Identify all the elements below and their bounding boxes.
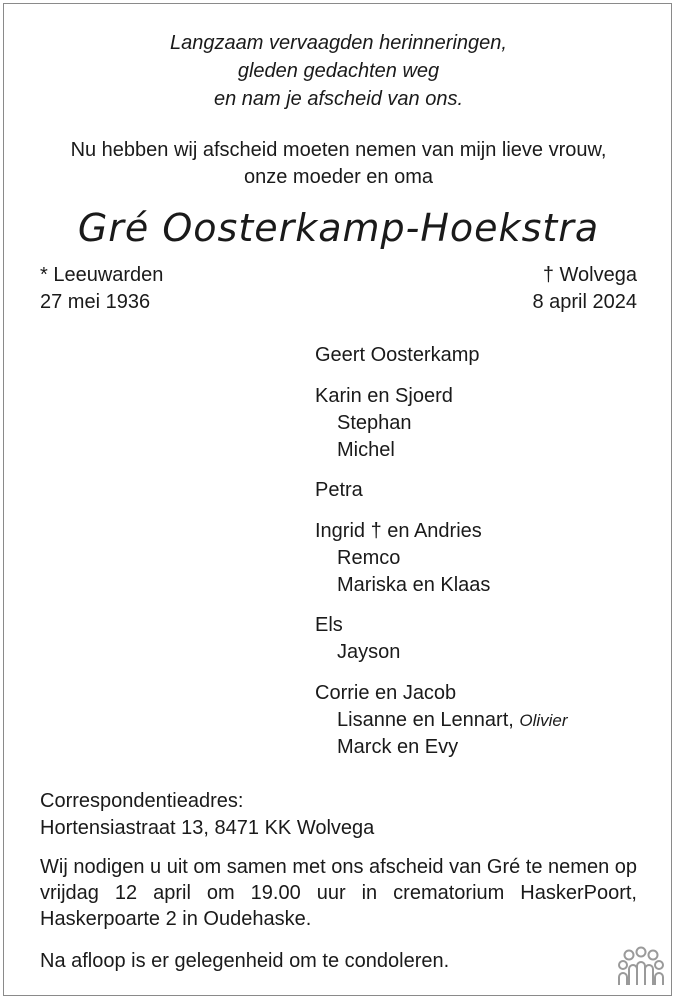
death-date: 8 april 2024 xyxy=(532,291,637,313)
correspondence-label: Correspondentieadres: xyxy=(40,790,244,812)
intro-line: onze moeder en oma xyxy=(243,166,433,188)
invitation-text: Wij nodigen u uit om samen met ons afscheid van Gré te nemen op vrijdag 12 april om 19.00 uur in crematorium HaskerPoort, Haskerpoarte 2 in Oudehaske. xyxy=(40,856,637,930)
closing-text: Na afloop is er gelegenheid om te condoleren. xyxy=(40,950,450,972)
intro-line: Nu hebben wij afscheid moeten nemen van mijn lieve vrouw, xyxy=(70,139,607,161)
family-group xyxy=(315,518,568,599)
correspondence-address xyxy=(40,788,374,842)
family-list xyxy=(315,342,568,774)
grandchild: Remco xyxy=(337,546,401,569)
grandchild: Mariska en Klaas xyxy=(337,573,491,596)
great-grandchild: Olivier xyxy=(519,710,568,730)
poem-line: en nam je afscheid van ons. xyxy=(213,88,464,110)
family-group xyxy=(315,612,568,666)
family-member: Els xyxy=(315,614,343,636)
grandchild: Lisanne en Lennart, xyxy=(337,708,514,731)
family-group xyxy=(315,477,568,504)
grandchild: Michel xyxy=(337,438,395,461)
poem-line: gleden gedachten weg xyxy=(237,60,440,82)
intro-text xyxy=(0,137,677,191)
family-group xyxy=(315,342,568,369)
family-member: Karin en Sjoerd xyxy=(315,384,453,407)
poem-line: Langzaam vervaagden herinneringen, xyxy=(170,32,507,54)
family-member: Geert Oosterkamp xyxy=(315,344,480,366)
grandchild-line xyxy=(315,707,568,734)
grandchild: Jayson xyxy=(337,641,401,663)
poem xyxy=(0,29,677,113)
family-member: Ingrid † en Andries xyxy=(315,519,482,542)
deceased-name: Gré Oosterkamp-Hoekstra xyxy=(77,206,600,250)
family-member: Corrie en Jacob xyxy=(315,681,457,704)
birth-info xyxy=(40,262,163,316)
family-figures-icon xyxy=(616,945,666,987)
correspondence-street: Hortensiastraat 13, 8471 KK Wolvega xyxy=(40,817,375,839)
birth-place: * Leeuwarden xyxy=(40,264,164,286)
death-info xyxy=(532,262,637,316)
family-group xyxy=(315,383,568,464)
family-group xyxy=(315,680,568,761)
family-member: Petra xyxy=(315,479,363,501)
birth-date: 27 mei 1936 xyxy=(40,291,151,313)
death-place: † Wolvega xyxy=(542,264,637,286)
grandchild: Marck en Evy xyxy=(337,735,459,758)
grandchild: Stephan xyxy=(337,411,412,434)
